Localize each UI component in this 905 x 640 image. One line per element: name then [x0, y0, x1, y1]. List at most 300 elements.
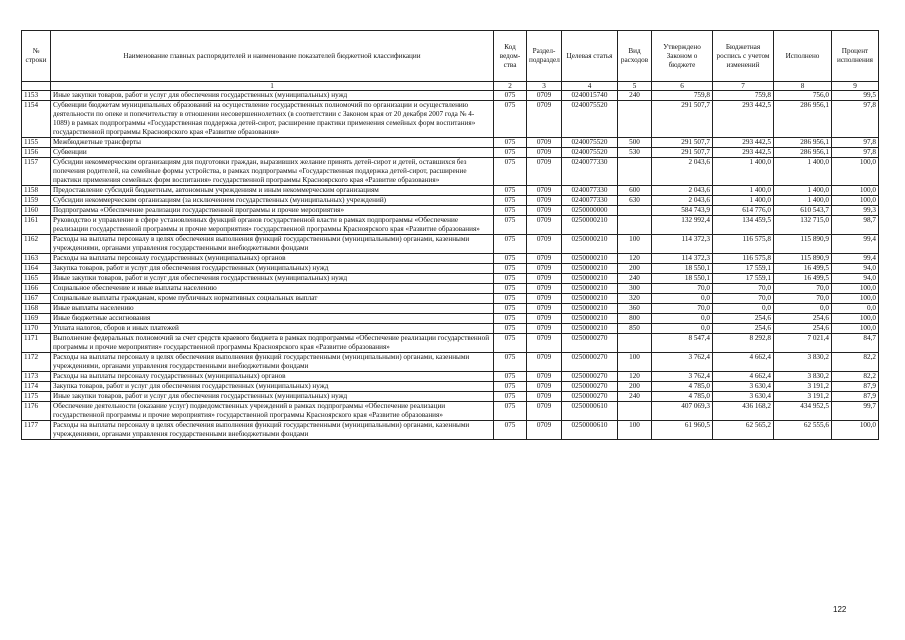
- column-number-cell: 7: [713, 82, 774, 91]
- department-code-cell: 075: [494, 91, 527, 101]
- budget-list-cell: 4 662,4: [713, 372, 774, 382]
- name-cell: Субвенции: [51, 148, 494, 158]
- budget-list-cell: 17 559,1: [713, 274, 774, 284]
- executed-cell: 286 956,1: [774, 101, 832, 138]
- section-cell: 0709: [527, 206, 562, 216]
- header-row: [22, 31, 879, 82]
- budget-list-cell: 1 400,0: [713, 196, 774, 206]
- executed-cell: 286 956,1: [774, 148, 832, 158]
- column-number-cell: 9: [832, 82, 879, 91]
- budget-list-cell: 254,6: [713, 314, 774, 324]
- department-code-cell: 075: [494, 294, 527, 304]
- table-body: [22, 91, 879, 440]
- table-row: [22, 206, 879, 216]
- budget-list-cell: 436 168,2: [713, 402, 774, 421]
- budget-list-cell: 3 630,4: [713, 382, 774, 392]
- department-code-cell: 075: [494, 206, 527, 216]
- approved-cell: 4 785,0: [652, 392, 713, 402]
- approved-cell: 0,0: [652, 324, 713, 334]
- budget-list-cell: 116 575,8: [713, 254, 774, 264]
- section-cell: 0709: [527, 101, 562, 138]
- name-cell: Иные выплаты населению: [51, 304, 494, 314]
- percent-cell: 100,0: [832, 314, 879, 324]
- executed-cell: 62 555,6: [774, 421, 832, 440]
- expense-type-cell: 100: [618, 421, 652, 440]
- row-number-cell: 1172: [22, 353, 51, 372]
- row-number-cell: 1165: [22, 274, 51, 284]
- name-cell: Расходы на выплаты персоналу государственных (муниципальных) органов: [51, 372, 494, 382]
- section-cell: 0709: [527, 148, 562, 158]
- department-code-cell: 075: [494, 148, 527, 158]
- approved-cell: 2 043,6: [652, 186, 713, 196]
- budget-list-cell: 62 565,2: [713, 421, 774, 440]
- approved-cell: 3 762,4: [652, 372, 713, 382]
- row-number-cell: 1171: [22, 334, 51, 353]
- row-number-cell: 1160: [22, 206, 51, 216]
- name-cell: Субвенции бюджетам муниципальных образований на осуществление государственных полномочий по организации и осуществлению деятельности по опеке и попечительству в отношении несовершеннолетних (в соответствии с Законом края от 20 декабря 2007 года № 4-1089) в рамках подпрограммы «Государственная поддержка детей-сирот, расширение практики применения семейных форм воспитания» государственной программы Красноярского края «Развитие образования»: [51, 101, 494, 138]
- expense-type-cell: [618, 101, 652, 138]
- table-row: [22, 148, 879, 158]
- column-number-cell: 5: [618, 82, 652, 91]
- name-cell: Подпрограмма «Обеспечение реализации государственной программы и прочие мероприятия»: [51, 206, 494, 216]
- section-cell: 0709: [527, 334, 562, 353]
- name-cell: Закупка товаров, работ и услуг для обеспечения государственных (муниципальных) нужд: [51, 264, 494, 274]
- section-cell: 0709: [527, 196, 562, 206]
- expense-type-cell: 240: [618, 91, 652, 101]
- budget-list-cell: 293 442,5: [713, 138, 774, 148]
- percent-cell: 99,5: [832, 91, 879, 101]
- budget-list-cell: 4 662,4: [713, 353, 774, 372]
- approved-cell: 2 043,6: [652, 196, 713, 206]
- target-article-cell: 0250000210: [562, 284, 618, 294]
- expense-type-cell: 630: [618, 196, 652, 206]
- approved-cell: 70,0: [652, 304, 713, 314]
- name-cell: Уплата налогов, сборов и иных платежей: [51, 324, 494, 334]
- expense-type-cell: 200: [618, 382, 652, 392]
- table-row: [22, 324, 879, 334]
- target-article-cell: 0250000270: [562, 372, 618, 382]
- approved-cell: 4 785,0: [652, 382, 713, 392]
- row-number-cell: 1159: [22, 196, 51, 206]
- executed-cell: 16 499,5: [774, 264, 832, 274]
- row-number-cell: 1170: [22, 324, 51, 334]
- executed-cell: 3 191,2: [774, 382, 832, 392]
- department-code-cell: 075: [494, 138, 527, 148]
- percent-cell: 100,0: [832, 421, 879, 440]
- expense-type-cell: 240: [618, 392, 652, 402]
- section-cell: 0709: [527, 91, 562, 101]
- percent-cell: 99,7: [832, 402, 879, 421]
- approved-cell: 18 550,1: [652, 264, 713, 274]
- target-article-cell: 0250000610: [562, 421, 618, 440]
- approved-cell: 584 743,9: [652, 206, 713, 216]
- percent-cell: 100,0: [832, 196, 879, 206]
- table-row: [22, 235, 879, 254]
- section-cell: 0709: [527, 158, 562, 186]
- department-code-cell: 075: [494, 196, 527, 206]
- expense-type-cell: 850: [618, 324, 652, 334]
- executed-cell: 132 715,0: [774, 216, 832, 235]
- name-cell: Социальное обеспечение и иные выплаты населению: [51, 284, 494, 294]
- approved-cell: 291 507,7: [652, 138, 713, 148]
- row-number-cell: 1164: [22, 264, 51, 274]
- name-cell: Субсидии некоммерческим организациям для подготовки граждан, выразивших желание принять детей-сирот и детей, оставшихся без попечения родителей, на семейные формы устройства, в рамках подпрограммы «Государственная поддержка детей-сирот, расширение практики применения семейных форм воспитания» государственной программы Красноярского края «Развитие образования»: [51, 158, 494, 186]
- row-number-cell: 1155: [22, 138, 51, 148]
- row-number-cell: 1162: [22, 235, 51, 254]
- header-cell-executed: Исполнено: [774, 31, 832, 82]
- header-cell-department-code: Код ведом-ства: [494, 31, 527, 82]
- percent-cell: 87,9: [832, 392, 879, 402]
- percent-cell: 100,0: [832, 186, 879, 196]
- department-code-cell: 075: [494, 264, 527, 274]
- row-number-cell: 1161: [22, 216, 51, 235]
- budget-list-cell: 0,0: [713, 304, 774, 314]
- target-article-cell: 0250000210: [562, 294, 618, 304]
- budget-list-cell: 116 575,8: [713, 235, 774, 254]
- name-cell: Выполнение федеральных полномочий за счет средств краевого бюджета в рамках подпрограммы «Обеспечение реализации государственной программы и прочие мероприятия» государственной программы Красноярского края «Развитие образования»: [51, 334, 494, 353]
- approved-cell: 114 372,3: [652, 254, 713, 264]
- budget-list-cell: 134 459,5: [713, 216, 774, 235]
- table-row: [22, 304, 879, 314]
- name-cell: Обеспечение деятельности (оказание услуг) подведомственных учреждений в рамках подпрограммы «Обеспечение реализации государственной программы и прочие мероприятия» государственной программы Красноярского края «Развитие образования»: [51, 402, 494, 421]
- executed-cell: 434 952,5: [774, 402, 832, 421]
- executed-cell: 756,0: [774, 91, 832, 101]
- name-cell: Иные закупки товаров, работ и услуг для обеспечения государственных (муниципальных) нужд: [51, 91, 494, 101]
- section-cell: 0709: [527, 382, 562, 392]
- row-number-cell: 1174: [22, 382, 51, 392]
- table-row: [22, 334, 879, 353]
- department-code-cell: 075: [494, 274, 527, 284]
- budget-list-cell: 17 559,1: [713, 264, 774, 274]
- expense-type-cell: 500: [618, 138, 652, 148]
- executed-cell: 115 890,9: [774, 235, 832, 254]
- executed-cell: 0,0: [774, 304, 832, 314]
- approved-cell: 132 992,4: [652, 216, 713, 235]
- target-article-cell: 0250000270: [562, 392, 618, 402]
- expense-type-cell: 360: [618, 304, 652, 314]
- table-row: [22, 254, 879, 264]
- page-number: 122: [833, 605, 847, 614]
- header-cell-row-number: № строки: [22, 31, 51, 82]
- target-article-cell: 0250000210: [562, 324, 618, 334]
- target-article-cell: 0250000210: [562, 274, 618, 284]
- approved-cell: 759,8: [652, 91, 713, 101]
- section-cell: 0709: [527, 235, 562, 254]
- department-code-cell: 075: [494, 235, 527, 254]
- expense-type-cell: 200: [618, 264, 652, 274]
- name-cell: Расходы на выплаты персоналу в целях обеспечения выполнения функций государственными (муниципальными) органами, казенными учреждениями, органами управления государственными внебюджетными фондами: [51, 421, 494, 440]
- percent-cell: 99,4: [832, 235, 879, 254]
- approved-cell: 18 550,1: [652, 274, 713, 284]
- header-cell-percent: Процент исполнения: [832, 31, 879, 82]
- section-cell: 0709: [527, 353, 562, 372]
- percent-cell: 87,9: [832, 382, 879, 392]
- approved-cell: 61 960,5: [652, 421, 713, 440]
- table-row: [22, 421, 879, 440]
- expense-type-cell: [618, 158, 652, 186]
- section-cell: 0709: [527, 402, 562, 421]
- approved-cell: 114 372,3: [652, 235, 713, 254]
- target-article-cell: 0250000210: [562, 235, 618, 254]
- percent-cell: 94,0: [832, 264, 879, 274]
- approved-cell: 291 507,7: [652, 101, 713, 138]
- executed-cell: 3 830,2: [774, 353, 832, 372]
- department-code-cell: 075: [494, 254, 527, 264]
- expense-type-cell: [618, 334, 652, 353]
- approved-cell: 70,0: [652, 284, 713, 294]
- table-row: [22, 196, 879, 206]
- column-number-cell: 2: [494, 82, 527, 91]
- department-code-cell: 075: [494, 101, 527, 138]
- table-row: [22, 392, 879, 402]
- percent-cell: 97,8: [832, 101, 879, 138]
- table-row: [22, 101, 879, 138]
- percent-cell: 84,7: [832, 334, 879, 353]
- executed-cell: 1 400,0: [774, 186, 832, 196]
- executed-cell: 1 400,0: [774, 158, 832, 186]
- department-code-cell: 075: [494, 186, 527, 196]
- department-code-cell: 075: [494, 158, 527, 186]
- name-cell: Иные бюджетные ассигнования: [51, 314, 494, 324]
- expense-type-cell: 100: [618, 353, 652, 372]
- name-cell: Социальные выплаты гражданам, кроме публичных нормативных социальных выплат: [51, 294, 494, 304]
- executed-cell: 70,0: [774, 294, 832, 304]
- expense-type-cell: 100: [618, 235, 652, 254]
- table-row: [22, 402, 879, 421]
- target-article-cell: 0240077330: [562, 158, 618, 186]
- section-cell: 0709: [527, 216, 562, 235]
- department-code-cell: 075: [494, 402, 527, 421]
- budget-list-cell: 1 400,0: [713, 158, 774, 186]
- target-article-cell: 0250000210: [562, 216, 618, 235]
- table-row: [22, 372, 879, 382]
- department-code-cell: 075: [494, 392, 527, 402]
- row-number-cell: 1173: [22, 372, 51, 382]
- section-cell: 0709: [527, 421, 562, 440]
- expense-type-cell: 800: [618, 314, 652, 324]
- executed-cell: 16 499,5: [774, 274, 832, 284]
- table-row: [22, 264, 879, 274]
- department-code-cell: 075: [494, 216, 527, 235]
- department-code-cell: 075: [494, 353, 527, 372]
- budget-list-cell: 70,0: [713, 294, 774, 304]
- row-number-cell: 1157: [22, 158, 51, 186]
- department-code-cell: 075: [494, 324, 527, 334]
- percent-cell: 0,0: [832, 304, 879, 314]
- executed-cell: 286 956,1: [774, 138, 832, 148]
- column-number-cell: 3: [527, 82, 562, 91]
- target-article-cell: 0250000210: [562, 314, 618, 324]
- target-article-cell: 0250000210: [562, 264, 618, 274]
- table-row: [22, 216, 879, 235]
- approved-cell: 0,0: [652, 294, 713, 304]
- approved-cell: 3 762,4: [652, 353, 713, 372]
- row-number-cell: 1175: [22, 392, 51, 402]
- percent-cell: 99,4: [832, 254, 879, 264]
- expense-type-cell: 530: [618, 148, 652, 158]
- section-cell: 0709: [527, 274, 562, 284]
- table-row: [22, 314, 879, 324]
- percent-cell: 98,7: [832, 216, 879, 235]
- row-number-cell: 1169: [22, 314, 51, 324]
- expense-type-cell: [618, 402, 652, 421]
- name-cell: Иные закупки товаров, работ и услуг для обеспечения государственных (муниципальных) нужд: [51, 274, 494, 284]
- target-article-cell: 0250000270: [562, 353, 618, 372]
- department-code-cell: 075: [494, 382, 527, 392]
- section-cell: 0709: [527, 324, 562, 334]
- executed-cell: 254,6: [774, 314, 832, 324]
- column-number-cell: 6: [652, 82, 713, 91]
- row-number-cell: 1167: [22, 294, 51, 304]
- section-cell: 0709: [527, 284, 562, 294]
- budget-list-cell: 759,8: [713, 91, 774, 101]
- target-article-cell: 0240077330: [562, 186, 618, 196]
- header-cell-expense-type: Вид расходов: [618, 31, 652, 82]
- percent-cell: 97,8: [832, 148, 879, 158]
- expense-type-cell: 120: [618, 254, 652, 264]
- row-number-cell: 1176: [22, 402, 51, 421]
- section-cell: 0709: [527, 304, 562, 314]
- budget-list-cell: 614 776,0: [713, 206, 774, 216]
- section-cell: 0709: [527, 264, 562, 274]
- target-article-cell: 0250000270: [562, 334, 618, 353]
- approved-cell: 291 507,7: [652, 148, 713, 158]
- row-number-cell: 1153: [22, 91, 51, 101]
- percent-cell: 94,0: [832, 274, 879, 284]
- percent-cell: 97,8: [832, 138, 879, 148]
- expense-type-cell: 300: [618, 284, 652, 294]
- target-article-cell: 0240075520: [562, 138, 618, 148]
- expense-type-cell: 320: [618, 294, 652, 304]
- target-article-cell: 0240015740: [562, 91, 618, 101]
- table-row: [22, 294, 879, 304]
- approved-cell: 2 043,6: [652, 158, 713, 186]
- target-article-cell: 0250000610: [562, 402, 618, 421]
- executed-cell: 7 021,4: [774, 334, 832, 353]
- target-article-cell: 0240075520: [562, 148, 618, 158]
- percent-cell: 100,0: [832, 284, 879, 294]
- column-number-cell: 1: [51, 82, 494, 91]
- department-code-cell: 075: [494, 304, 527, 314]
- target-article-cell: 0240075520: [562, 101, 618, 138]
- table-row: [22, 353, 879, 372]
- department-code-cell: 075: [494, 334, 527, 353]
- header-cell-target-article: Целевая статья: [562, 31, 618, 82]
- expense-type-cell: 600: [618, 186, 652, 196]
- table-row: [22, 91, 879, 101]
- row-number-cell: 1168: [22, 304, 51, 314]
- row-number-cell: 1177: [22, 421, 51, 440]
- name-cell: Межбюджетные трансферты: [51, 138, 494, 148]
- budget-list-cell: 293 442,5: [713, 101, 774, 138]
- executed-cell: 3 830,2: [774, 372, 832, 382]
- percent-cell: 82,2: [832, 353, 879, 372]
- column-number-cell: 4: [562, 82, 618, 91]
- executed-cell: 70,0: [774, 284, 832, 294]
- target-article-cell: 0250000210: [562, 304, 618, 314]
- executed-cell: 1 400,0: [774, 196, 832, 206]
- section-cell: 0709: [527, 186, 562, 196]
- executed-cell: 610 543,7: [774, 206, 832, 216]
- expense-type-cell: [618, 216, 652, 235]
- expense-type-cell: 240: [618, 274, 652, 284]
- budget-list-cell: 3 630,4: [713, 392, 774, 402]
- row-number-cell: 1154: [22, 101, 51, 138]
- row-number-cell: 1163: [22, 254, 51, 264]
- target-article-cell: 0240077330: [562, 196, 618, 206]
- department-code-cell: 075: [494, 314, 527, 324]
- percent-cell: 100,0: [832, 324, 879, 334]
- name-cell: Расходы на выплаты персоналу в целях обеспечения выполнения функций государственными (муниципальными) органами, казенными учреждениями, органами управления государственными внебюджетными фондами: [51, 353, 494, 372]
- target-article-cell: 0250000270: [562, 382, 618, 392]
- department-code-cell: 075: [494, 372, 527, 382]
- executed-cell: 3 191,2: [774, 392, 832, 402]
- expense-type-cell: [618, 206, 652, 216]
- table-row: [22, 138, 879, 148]
- percent-cell: 100,0: [832, 294, 879, 304]
- name-cell: Расходы на выплаты персоналу государственных (муниципальных) органов: [51, 254, 494, 264]
- name-cell: Расходы на выплаты персоналу в целях обеспечения выполнения функций государственными (муниципальными) органами, казенными учреждениями, органами управления государственными внебюджетными фондами: [51, 235, 494, 254]
- executed-cell: 254,6: [774, 324, 832, 334]
- column-number-row: [22, 82, 879, 91]
- header-cell-section: Раздел-подраздел: [527, 31, 562, 82]
- approved-cell: 0,0: [652, 314, 713, 324]
- approved-cell: 407 069,3: [652, 402, 713, 421]
- budget-table: [21, 30, 879, 440]
- department-code-cell: 075: [494, 421, 527, 440]
- expense-type-cell: 120: [618, 372, 652, 382]
- header-cell-name: Наименование главных распорядителей и наименование показателей бюджетной классификации: [51, 31, 494, 82]
- section-cell: 0709: [527, 254, 562, 264]
- budget-list-cell: 70,0: [713, 284, 774, 294]
- table-row: [22, 158, 879, 186]
- table-row: [22, 274, 879, 284]
- column-number-cell: [22, 82, 51, 91]
- percent-cell: 82,2: [832, 372, 879, 382]
- executed-cell: 115 890,9: [774, 254, 832, 264]
- name-cell: Руководство и управление в сфере установленных функций органов государственной власти в рамках подпрограммы «Обеспечение реализации государственной программы и прочие мероприятия» государственной программы Красноярского края «Развитие образования»: [51, 216, 494, 235]
- table-row: [22, 382, 879, 392]
- name-cell: Иные закупки товаров, работ и услуг для обеспечения государственных (муниципальных) нужд: [51, 392, 494, 402]
- section-cell: 0709: [527, 314, 562, 324]
- table-row: [22, 186, 879, 196]
- header-cell-approved: Утверждено Законом о бюджете: [652, 31, 713, 82]
- target-article-cell: 0250000000: [562, 206, 618, 216]
- percent-cell: 100,0: [832, 158, 879, 186]
- header-cell-budget-list: Бюджетная роспись с учетом изменений: [713, 31, 774, 82]
- name-cell: Субсидии некоммерческим организациям (за исключением государственных (муниципальных) учреждений): [51, 196, 494, 206]
- budget-list-cell: 8 292,8: [713, 334, 774, 353]
- budget-list-cell: 1 400,0: [713, 186, 774, 196]
- column-number-cell: 8: [774, 82, 832, 91]
- section-cell: 0709: [527, 294, 562, 304]
- approved-cell: 8 547,4: [652, 334, 713, 353]
- department-code-cell: 075: [494, 284, 527, 294]
- target-article-cell: 0250000210: [562, 254, 618, 264]
- row-number-cell: 1158: [22, 186, 51, 196]
- table-row: [22, 284, 879, 294]
- name-cell: Предоставление субсидий бюджетным, автономным учреждениям и иным некоммерческим организациям: [51, 186, 494, 196]
- name-cell: Закупка товаров, работ и услуг для обеспечения государственных (муниципальных) нужд: [51, 382, 494, 392]
- row-number-cell: 1166: [22, 284, 51, 294]
- section-cell: 0709: [527, 138, 562, 148]
- section-cell: 0709: [527, 372, 562, 382]
- section-cell: 0709: [527, 392, 562, 402]
- budget-list-cell: 254,6: [713, 324, 774, 334]
- percent-cell: 99,3: [832, 206, 879, 216]
- budget-list-cell: 293 442,5: [713, 148, 774, 158]
- budget-sheet: [21, 30, 879, 440]
